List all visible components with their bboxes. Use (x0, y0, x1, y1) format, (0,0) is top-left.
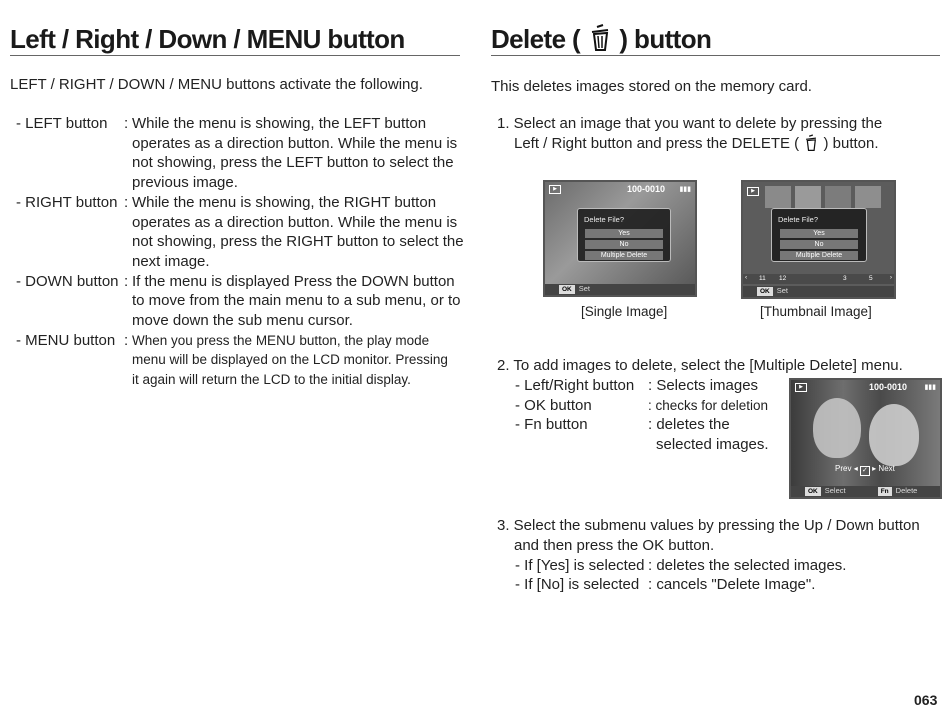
trash-icon (803, 134, 819, 152)
dialog-option-multiple[interactable]: Multiple Delete (780, 251, 859, 260)
file-counter: 100-0010 (869, 382, 908, 392)
right-heading-post: ) button (619, 24, 712, 54)
item-line: it again will return the LCD to the initial display. (132, 372, 411, 388)
play-icon: ▶ (549, 185, 561, 194)
dialog-option-yes[interactable]: Yes (585, 229, 662, 238)
caption-thumbnail-image: [Thumbnail Image] (760, 304, 872, 319)
screen-top-bar (791, 380, 940, 394)
prev-label[interactable]: Prev (835, 464, 852, 473)
thumbnail (855, 186, 881, 208)
thumb-number: 11 (759, 275, 766, 282)
step2-item-label: - Fn button (515, 416, 588, 433)
fn-key: Fn (878, 487, 892, 496)
delete-dialog (771, 208, 867, 262)
person-photo (813, 398, 861, 458)
fn-label: Delete (895, 486, 918, 495)
multiple-delete-screen (789, 378, 942, 499)
left-heading-rule (10, 55, 460, 56)
right-intro: This deletes images stored on the memory card. (491, 78, 812, 95)
chevron-right-icon[interactable]: ▸ (872, 464, 877, 473)
checkbox-icon[interactable]: ✓ (860, 466, 870, 476)
item-colon: : (124, 193, 129, 211)
step2-item-desc: : Selects images (648, 377, 759, 394)
ok-label: Set (776, 286, 789, 295)
thumb-number: 5 (869, 275, 873, 282)
ok-label: Set (578, 284, 591, 293)
battery-icon: ▮▮▮ (924, 384, 936, 391)
step1-line2-pre: Left / Right button and press the DELETE ( (514, 135, 800, 152)
ok-label: Select (824, 486, 846, 495)
item-line: to move from the main menu to a sub menu, or to (132, 292, 461, 310)
item-line: If the menu is displayed Press the DOWN button (132, 272, 455, 290)
step2-item-label: - Left/Right button (515, 377, 635, 394)
left-heading: Left / Right / Down / MENU button (10, 24, 405, 54)
step1-line1: 1. Select an image that you want to delete by pressing the (497, 115, 883, 132)
chevron-right-icon[interactable]: › (889, 274, 892, 281)
ok-key: OK (805, 487, 821, 496)
ok-key: OK (559, 285, 575, 294)
step3-item-desc: : cancels "Delete Image". (648, 576, 816, 593)
item-line: previous image. (132, 174, 238, 192)
prev-next-control (835, 464, 895, 476)
left-intro: LEFT / RIGHT / DOWN / MENU buttons activate the following. (10, 76, 423, 93)
trash-icon (587, 24, 613, 52)
next-label[interactable]: Next (878, 464, 895, 473)
thumb-number: 3 (843, 275, 847, 282)
thumbnail-screen (741, 180, 896, 299)
screen-bottom-bar (743, 286, 894, 297)
item-line: operates as a direction button. While the menu is (132, 134, 458, 152)
item-label: - MENU button (16, 331, 116, 349)
item-line: next image. (132, 252, 210, 270)
battery-icon: ▮▮▮ (679, 186, 691, 193)
step3-item-label: - If [Yes] is selected (515, 557, 645, 574)
dialog-option-no[interactable]: No (585, 240, 662, 249)
step3-item-label: - If [No] is selected (515, 576, 640, 593)
item-colon: : (124, 331, 129, 349)
item-colon: : (124, 272, 129, 290)
dialog-option-no[interactable]: No (780, 240, 859, 249)
screen-top-bar (545, 182, 695, 196)
step2-item-desc: : checks for deletion (648, 398, 769, 413)
file-counter: 100-0010 (627, 184, 666, 194)
dialog-option-yes[interactable]: Yes (780, 229, 859, 238)
thumb-number: 12 (779, 275, 787, 282)
step2-item-desc: : deletes the (648, 416, 730, 433)
step3-line2: and then press the OK button. (514, 537, 715, 554)
step3-item-desc: : deletes the selected images. (648, 557, 847, 574)
item-label: - RIGHT button (16, 193, 118, 211)
person-photo (869, 404, 919, 466)
item-line: When you press the MENU button, the play mode (132, 332, 430, 348)
thumbnail-strip (743, 274, 894, 284)
thumbnail (795, 186, 821, 208)
step2-item-desc-cont: selected images. (656, 436, 769, 453)
single-image-screen (543, 180, 697, 297)
screen-bottom-bar (545, 284, 695, 295)
item-line: not showing, press the RIGHT button to select the (132, 233, 464, 251)
item-line: While the menu is showing, the RIGHT button (132, 193, 437, 211)
item-line: operates as a direction button. While the menu is (132, 213, 458, 231)
step2-line: 2. To add images to delete, select the [Multiple Delete] menu. (497, 357, 903, 374)
item-colon: : (124, 115, 129, 132)
dialog-title: Delete File? (778, 215, 819, 224)
dialog-option-multiple[interactable]: Multiple Delete (585, 251, 662, 260)
item-label: - DOWN button (16, 272, 119, 290)
chevron-left-icon[interactable]: ◂ (853, 464, 858, 473)
page-number: 063 (914, 692, 938, 708)
thumbnail (765, 186, 791, 208)
item-label: - LEFT button (16, 115, 108, 132)
item-line: While the menu is showing, the LEFT button (132, 115, 427, 132)
thumbnail (825, 186, 851, 208)
step1-line2-post: ) button. (823, 135, 879, 152)
item-line: not showing, press the LEFT button to select the (132, 154, 454, 172)
ok-key: OK (757, 287, 773, 296)
right-heading-rule (491, 55, 940, 56)
chevron-left-icon[interactable]: ‹ (745, 274, 748, 281)
right-heading (491, 24, 711, 55)
delete-dialog (577, 208, 671, 262)
item-line: move down the sub menu cursor. (132, 312, 353, 329)
step3-line1: 3. Select the submenu values by pressing the Up / Down button (497, 517, 920, 534)
item-line: menu will be displayed on the LCD monitor. Pressing (132, 352, 448, 368)
play-icon: ▶ (795, 383, 807, 392)
play-icon: ▶ (747, 187, 759, 196)
caption-single-image: [Single Image] (581, 304, 668, 319)
step2-item-label: - OK button (515, 397, 592, 414)
screen-bottom-bar (791, 486, 940, 497)
step1-line2 (514, 134, 879, 154)
right-heading-pre: Delete ( (491, 24, 581, 54)
dialog-title: Delete File? (584, 215, 625, 224)
